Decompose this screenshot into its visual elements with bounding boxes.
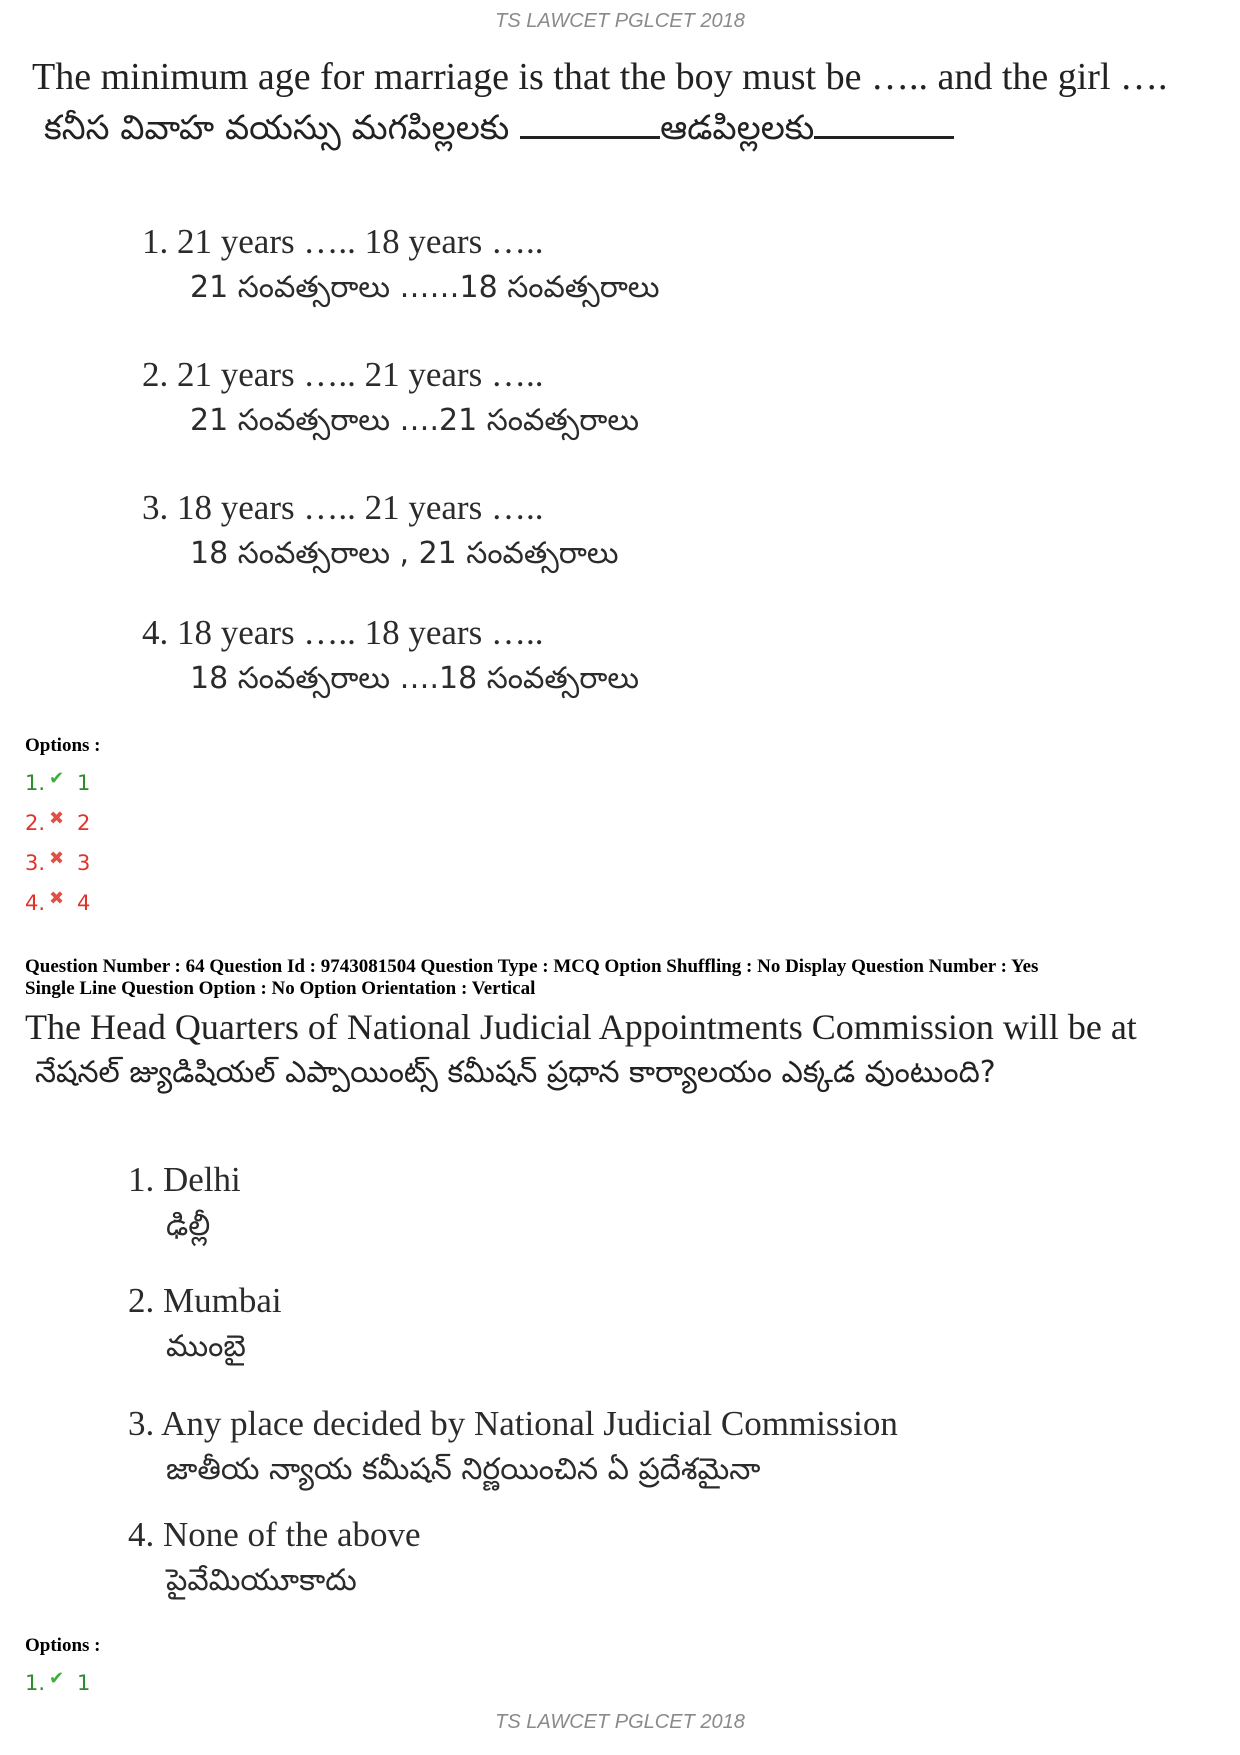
option-row	[25, 764, 90, 794]
page-footer: TS LAWCET PGLCET 2018	[495, 1711, 745, 1733]
check-icon: ✔	[49, 768, 65, 789]
option-number: 2.	[25, 811, 46, 835]
option-value: 3	[77, 851, 91, 875]
option-value: 1	[77, 771, 91, 795]
choice-text-en: 4. 18 years ….. 18 years …..	[142, 613, 544, 652]
option-value: 1	[77, 1671, 91, 1695]
choice-text-te: ఢిల్లీ	[166, 1208, 211, 1243]
choice-text-en: 3. 18 years ….. 21 years …..	[142, 488, 544, 527]
option-row	[25, 1664, 90, 1694]
question-1-text-te-part2: ఆడపిల్లలకు	[660, 108, 815, 148]
cross-icon: ✖	[49, 848, 65, 869]
question-2-text-te: నేషనల్ జ్యుడిషియల్ ఎప్పాయింట్స్ కమీషన్ ప్రధాన కార్యాలయం ఎక్కడ వుంటుంది?	[35, 1055, 996, 1090]
choice-text-en: 1. 21 years ….. 18 years …..	[142, 222, 544, 261]
option-row	[25, 884, 90, 914]
choice-text-en: 3. Any place decided by National Judicial Commission	[128, 1404, 898, 1443]
choice-text-te: 18 సంవత్సరాలు , 21 సంవత్సరాలు	[190, 536, 619, 571]
option-number: 1.	[25, 1671, 46, 1695]
question-1-text-en: The minimum age for marriage is that the boy must be ….. and the girl ….	[32, 56, 1168, 98]
question-1-choice-4	[142, 613, 639, 703]
answer-blank	[520, 110, 660, 139]
choice-text-te: 21 సంవత్సరాలు ……18 సంవత్సరాలు	[190, 270, 660, 305]
answer-blank	[814, 110, 954, 139]
question-2-choice-2	[128, 1281, 282, 1371]
choice-text-en: 2. 21 years ….. 21 years …..	[142, 355, 544, 394]
question-1-choice-3	[142, 488, 619, 578]
choice-text-te: 18 సంవత్సరాలు ….18 సంవత్సరాలు	[190, 661, 639, 696]
option-number: 3.	[25, 851, 46, 875]
question-1-choice-2	[142, 355, 639, 445]
choice-text-en: 4. None of the above	[128, 1515, 421, 1554]
question-meta-line: Question Number : 64 Question Id : 9743081504 Question Type : MCQ Option Shuffling : No Display Question Number : Yes	[25, 956, 1039, 977]
option-row	[25, 844, 90, 874]
cross-icon: ✖	[49, 888, 65, 909]
question-1-text-te	[44, 108, 954, 156]
question-2-choice-4	[128, 1515, 421, 1605]
question-2-choice-1	[128, 1160, 241, 1250]
choice-text-te: 21 సంవత్సరాలు ….21 సంవత్సరాలు	[190, 403, 639, 438]
question-1-text-te-part1: కనీస వివాహ వయస్సు మగపిల్లలకు	[44, 108, 510, 148]
cross-icon: ✖	[49, 808, 65, 829]
question-1-choice-1	[142, 222, 659, 312]
options-label: Options :	[25, 1635, 101, 1656]
question-2-choice-3	[128, 1404, 898, 1494]
choice-text-en: 1. Delhi	[128, 1160, 241, 1199]
page-header: TS LAWCET PGLCET 2018	[495, 10, 745, 32]
question-2-text-en: The Head Quarters of National Judicial Appointments Commission will be at	[25, 1007, 1137, 1047]
question-2-meta	[25, 956, 1038, 1000]
options-label: Options :	[25, 735, 101, 756]
choice-text-te: జాతీయ న్యాయ కమీషన్ నిర్ణయించిన ఏ ప్రదేశమైనా	[166, 1452, 761, 1487]
choice-text-te: ముంబై	[166, 1329, 246, 1364]
choice-text-en: 2. Mumbai	[128, 1281, 282, 1320]
option-value: 2	[77, 811, 91, 835]
question-meta-line: Single Line Question Option : No Option Orientation : Vertical	[25, 978, 536, 999]
check-icon: ✔	[49, 1668, 65, 1689]
option-row	[25, 804, 90, 834]
option-value: 4	[77, 891, 91, 915]
option-number: 4.	[25, 891, 46, 915]
option-number: 1.	[25, 771, 46, 795]
choice-text-te: పైవేమియూకాదు	[166, 1563, 357, 1598]
